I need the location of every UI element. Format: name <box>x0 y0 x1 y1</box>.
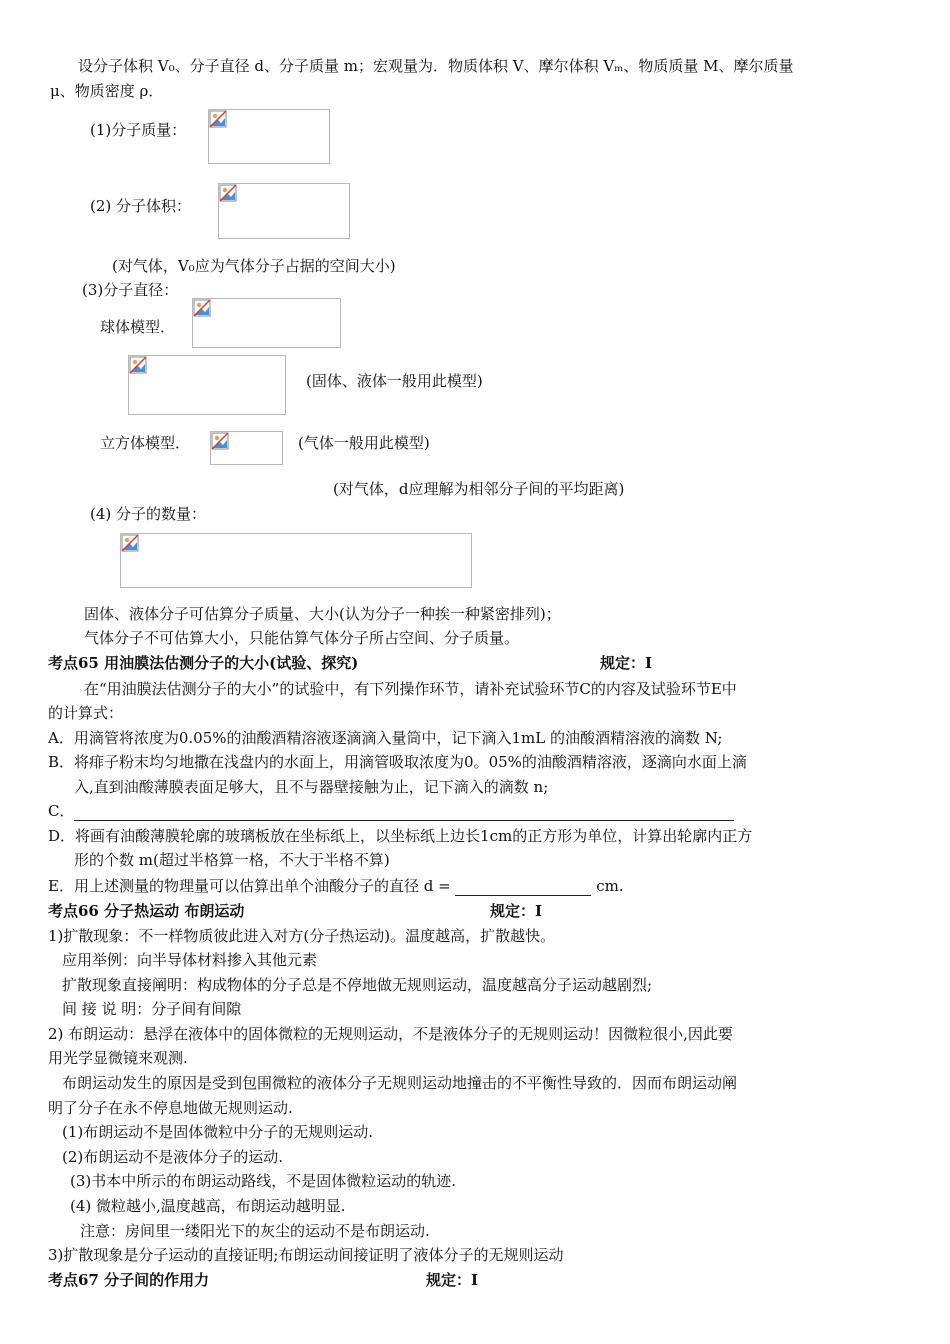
k66-title: 考点66 分子热运动 布朗运动 <box>48 902 245 920</box>
sphere-model-label: 球体模型． <box>100 318 176 336</box>
item-count-label: (4) 分子的数量： <box>90 505 207 523</box>
sphere-model-note: (固体、液体一般用此模型) <box>306 372 483 390</box>
k65-step-e <box>48 876 624 896</box>
k66-line-11: (3)书本中所示的布朗运动路线，不是固体微粒运动的轨迹. <box>70 1172 457 1190</box>
k66-line-9: (1)布朗运动不是固体微粒中分子的无规则运动. <box>62 1123 374 1141</box>
broken-image-icon <box>219 184 237 202</box>
intro-line-1: 设分子体积 V₀、分子直径 d、分子质量 m；宏观量为．物质体积 V、摩尔体积 Vₘ、物质质量 M、摩尔质量 <box>78 57 794 75</box>
k66-requirement: 规定：Ⅰ <box>490 902 543 920</box>
formula-mass-image <box>208 109 330 164</box>
formula-count-image <box>120 533 472 588</box>
k66-line-6: 用光学显微镜来观测. <box>48 1049 188 1067</box>
k66-line-12: (4) 微粒越小,温度越高，布朗运动越明显. <box>70 1197 346 1215</box>
diameter-gas-note: (对气体，d应理解为相邻分子间的平均距离) <box>333 480 625 498</box>
k66-line-7: 布朗运动发生的原因是受到包围微粒的液体分子无规则运动地撞击的不平衡性导致的．因而布朗运动阐 <box>62 1074 738 1092</box>
k65-step-d-line1: D．将画有油酸薄膜轮廓的玻璃板放在坐标纸上，以坐标纸上边长1cm的正方形为单位，计算出轮廓内正方 <box>48 827 753 845</box>
item-volume-label: (2) 分子体积： <box>90 197 192 215</box>
k65-step-e-label: E．用上述测量的物理量可以估算出单个油酸分子的直径 d = <box>48 877 451 895</box>
k65-step-c-blank[interactable] <box>74 804 734 821</box>
k66-line-5: 2) 布朗运动：悬浮在液体中的固体微粒的无规则运动，不是液体分子的无规则运动！因微粒很小,因此要 <box>48 1025 733 1043</box>
broken-image-icon <box>211 432 229 450</box>
broken-image-icon <box>121 534 139 552</box>
cube-model-label: 立方体模型． <box>100 434 191 452</box>
k65-step-d-line2: 形的个数 m(超过半格算一格，不大于半格不算) <box>74 851 390 869</box>
k65-step-c <box>48 801 734 821</box>
k65-step-b-line2: 入,直到油酸薄膜表面足够大，且不与器壁接触为止，记下滴入的滴数 n; <box>74 778 549 796</box>
k65-para-1b: 的计算式： <box>48 704 124 722</box>
formula-sphere-diameter-image <box>128 355 286 415</box>
k65-step-e-blank[interactable] <box>455 879 591 896</box>
k66-line-10: (2)布朗运动不是液体分子的运动. <box>62 1148 284 1166</box>
intro-line-2: μ、物质密度 ρ． <box>50 82 164 100</box>
k65-step-a: A．用滴管将浓度为0.05%的油酸酒精溶液逐滴滴入量筒中，记下滴入1mL 的油酸酒精溶液的滴数 N; <box>48 729 723 747</box>
k65-requirement: 规定：Ⅰ <box>600 654 653 672</box>
summary-line-1: 固体、液体分子可估算分子质量、大小(认为分子一种挨一种紧密排列)； <box>84 605 561 623</box>
k65-step-b-line1: B．将痱子粉末均匀地撒在浅盘内的水面上，用滴管吸取浓度为0。05%的油酸酒精溶液，逐滴向水面上滴 <box>48 753 747 771</box>
k66-line-2: 应用举例：向半导体材料掺入其他元素 <box>62 951 318 969</box>
k67-title: 考点67 分子间的作用力 <box>48 1271 210 1289</box>
k66-line-3: 扩散现象直接阐明：构成物体的分子总是不停地做无规则运动，温度越高分子运动越剧烈; <box>62 976 653 994</box>
broken-image-icon <box>209 110 227 128</box>
broken-image-icon <box>129 356 147 374</box>
summary-line-2: 气体分子不可估算大小，只能估算气体分子所占空间、分子质量。 <box>84 629 520 647</box>
k65-para-1: 在“用油膜法估测分子的大小”的试验中，有下列操作环节，请补充试验环节C的内容及试验环节E中 <box>84 680 737 698</box>
k65-step-c-label: C． <box>48 802 75 820</box>
item-mass-label: (1)分子质量： <box>90 121 187 139</box>
k67-requirement: 规定：Ⅰ <box>426 1271 479 1289</box>
k65-title: 考点65 用油膜法估测分子的大小(试验、探究) <box>48 654 359 672</box>
k66-line-8: 明了分子在永不停息地做无规则运动. <box>48 1099 293 1117</box>
item-diameter-label: (3)分子直径： <box>82 281 179 299</box>
k66-line-13: 注意：房间里一缕阳光下的灰尘的运动不是布朗运动. <box>80 1222 430 1240</box>
k66-line-14: 3)扩散现象是分子运动的直接证明;布朗运动间接证明了液体分子的无规则运动 <box>48 1246 564 1264</box>
k66-line-4: 间 接 说 明：分子间有间隙 <box>62 1000 242 1018</box>
k65-step-e-unit: cm. <box>591 877 624 895</box>
gas-volume-note: (对气体，V₀应为气体分子占据的空间大小) <box>112 257 396 275</box>
formula-sphere-image <box>192 298 341 348</box>
broken-image-icon <box>193 299 211 317</box>
k66-line-1: 1)扩散现象：不一样物质彼此进入对方(分子热运动)。温度越高，扩散越快。 <box>48 927 556 945</box>
cube-model-note: (气体一般用此模型) <box>298 434 430 452</box>
formula-volume-image <box>218 183 350 239</box>
formula-cube-image <box>210 431 283 465</box>
